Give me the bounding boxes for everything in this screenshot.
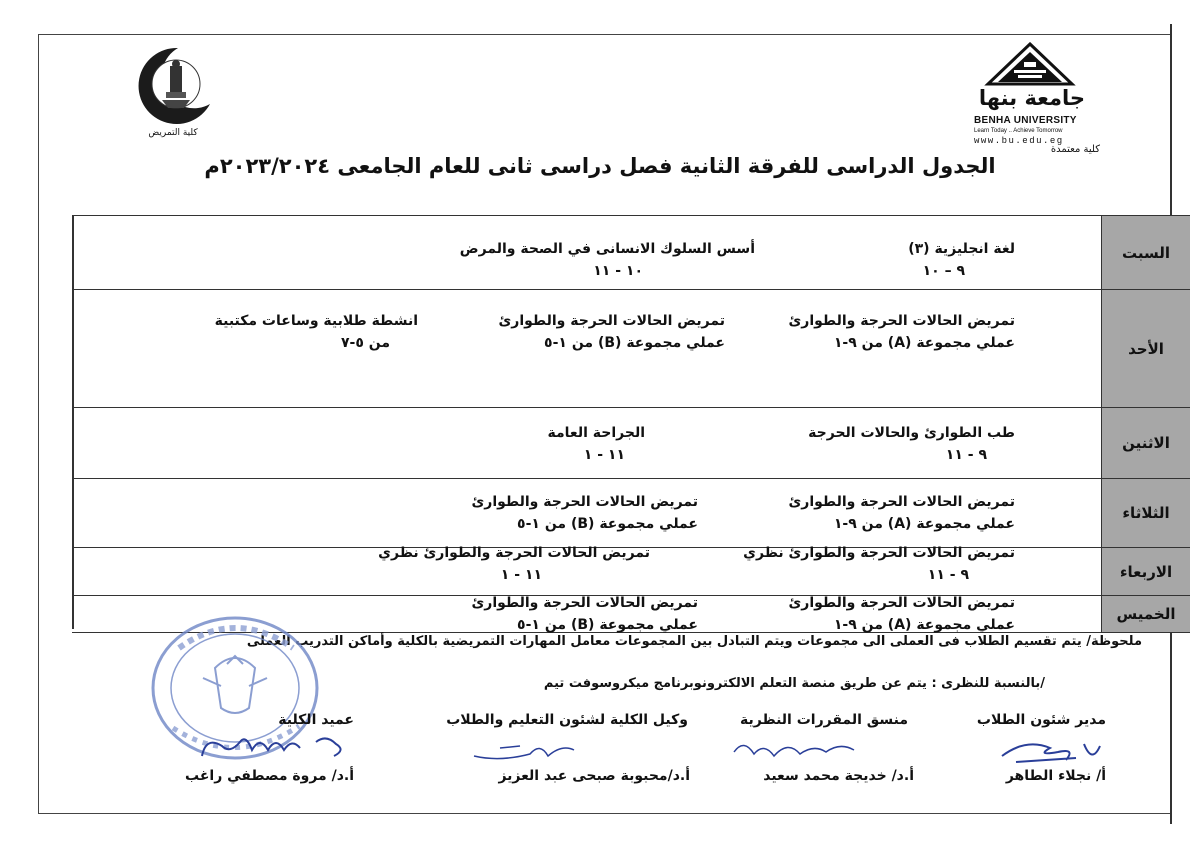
nursing-emblem-icon <box>118 42 228 128</box>
course-time: ١١ - ١ <box>583 447 625 463</box>
schedule-entry <box>215 310 418 354</box>
course-detail: عملي مجموعة (B) من ١-٥ <box>544 335 725 351</box>
schedule-entry <box>743 542 1015 586</box>
course-detail: عملي مجموعة (A) من ٩-١ <box>833 516 1015 532</box>
university-name-arabic: جامعة بنها <box>978 86 1086 110</box>
course-name: الجراحة العامة <box>547 425 645 441</box>
table-row <box>72 478 1190 547</box>
table-row <box>72 547 1190 595</box>
signature-dean-icon <box>196 730 356 766</box>
pyramid-emblem-icon <box>984 42 1076 86</box>
day-cell: الأحد <box>1101 290 1190 407</box>
course-name: انشطة طلابية وساعات مكتبية <box>214 313 418 329</box>
day-cell: الاربعاء <box>1101 548 1190 595</box>
university-tagline: Learn Today .. Achieve Tomorrow <box>974 128 1063 134</box>
day-cell: الثلاثاء <box>1101 479 1190 547</box>
schedule-entry <box>808 422 1015 466</box>
course-detail: عملي مجموعة (B) من ١-٥ <box>517 516 698 532</box>
day-cell: الخميس <box>1101 596 1190 632</box>
schedule-entry <box>788 592 1015 636</box>
schedule-entry <box>378 542 650 586</box>
university-name-english: BENHA UNIVERSITY <box>974 115 1077 126</box>
course-time: ٩ - ١١ <box>927 567 969 583</box>
benha-university-logo <box>968 40 1100 155</box>
course-detail: عملي مجموعة (A) من ٩-١ <box>833 617 1015 633</box>
signatory-name-coordinator: أ.د/ خديجة محمد سعيد <box>763 768 914 784</box>
signature-vice-dean-icon <box>470 736 590 764</box>
schedule-entry <box>498 310 725 354</box>
course-time: ١٠ - ١١ <box>593 263 643 279</box>
table-row <box>72 407 1190 478</box>
course-time: ٩ - ١١ <box>945 447 987 463</box>
signature-coordinator-icon <box>730 736 870 764</box>
faculty-label: كلية التمريض <box>148 128 198 138</box>
schedule-entry <box>908 238 1015 282</box>
course-detail: عملي مجموعة (B) من ١-٥ <box>517 617 698 633</box>
course-time: ١١ - ١ <box>500 567 542 583</box>
course-name: طب الطوارئ والحالات الحرجة <box>808 425 1015 441</box>
course-name: تمريض الحالات الحرجة والطوارئ <box>471 595 698 611</box>
course-name: لغة انجليزية (٣) <box>908 241 1015 257</box>
faculty-of-nursing-logo <box>118 42 228 144</box>
day-cell: الاثنين <box>1101 408 1190 478</box>
schedule-entry <box>788 491 1015 535</box>
schedule-entry <box>788 310 1015 354</box>
table-row <box>72 289 1190 407</box>
signature-student-affairs-icon <box>996 734 1106 768</box>
signatory-title-vice-dean: وكيل الكلية لشئون التعليم والطلاب <box>446 712 688 728</box>
course-detail: عملي مجموعة (A) من ٩-١ <box>833 335 1015 351</box>
page-title: الجدول الدراسى للفرقة الثانية فصل دراسى ثانى للعام الجامعى ٢٠٢٣/٢٠٢٤م <box>204 154 996 178</box>
university-website: www.bu.edu.eg <box>974 136 1064 146</box>
course-time: ٩ – ١٠ <box>922 263 965 279</box>
note-practical: ملحوظة/ يتم تقسيم الطلاب فى العملى الى مجموعات ويتم التبادل بين المجموعات معامل المهارات التمريضية بالكلية وأماكن التدريب العملى <box>246 634 1142 649</box>
course-name: تمريض الحالات الحرجة والطوارئ <box>498 313 725 329</box>
signatory-name-vice-dean: أ.د/محبوبة صبحى عبد العزيز <box>498 768 690 784</box>
course-name: تمريض الحالات الحرجة والطوارئ <box>471 494 698 510</box>
schedule-table <box>72 215 1190 633</box>
course-name: تمريض الحالات الحرجة والطوارئ نظري <box>378 545 650 561</box>
course-name: تمريض الحالات الحرجة والطوارئ نظري <box>743 545 1015 561</box>
schedule-entry <box>471 592 698 636</box>
schedule-entry <box>471 491 698 535</box>
signatory-name-dean: أ.د/ مروة مصطفي راغب <box>185 768 354 784</box>
course-detail: من ٥-٧ <box>340 335 390 351</box>
table-row <box>72 215 1190 289</box>
schedule-entry <box>548 422 645 466</box>
course-name: تمريض الحالات الحرجة والطوارئ <box>788 313 1015 329</box>
course-name: أسس السلوك الانسانى في الصحة والمرض <box>459 241 755 257</box>
schedule-entry <box>460 238 755 282</box>
note-theory: /بالنسبة للنظرى : يتم عن طريق منصة التعلم الالكترونوبرنامج ميكروسوفت تيم <box>543 676 1045 691</box>
signatory-title-coordinator: منسق المقررات النظرية <box>739 712 908 728</box>
signatory-name-student-affairs: أ/ نجلاء الطاهر <box>1005 768 1106 784</box>
course-name: تمريض الحالات الحرجة والطوارئ <box>788 494 1015 510</box>
day-cell: السبت <box>1101 216 1190 289</box>
course-name: تمريض الحالات الحرجة والطوارئ <box>788 595 1015 611</box>
signatory-title-dean: عميد الكلية <box>278 712 354 728</box>
signatory-title-student-affairs: مدير شئون الطلاب <box>976 712 1106 728</box>
accredited-label: كلية معتمدة <box>1050 144 1100 155</box>
